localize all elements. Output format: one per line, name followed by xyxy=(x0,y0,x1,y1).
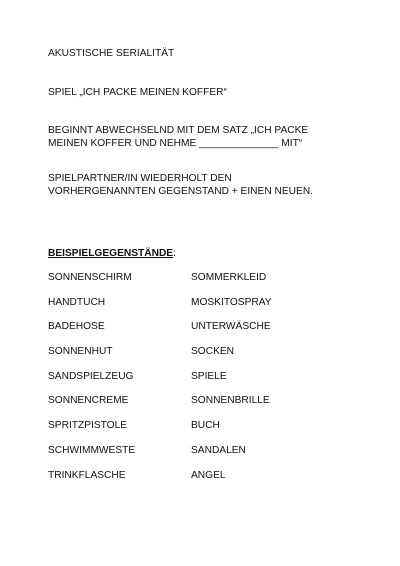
instruction-paragraph-1 xyxy=(48,124,368,150)
item-row xyxy=(48,345,348,370)
example-items-list xyxy=(48,271,348,493)
item-left: BADEHOSE xyxy=(48,321,105,333)
instruction-1-line-2: MEINEN KOFFER UND NEHME ______________ MIT“ xyxy=(48,138,303,149)
item-left: SCHWIMMWESTE xyxy=(48,444,136,456)
item-right: SONNENBRILLE xyxy=(191,395,270,407)
item-row xyxy=(48,370,348,395)
item-right: BUCH xyxy=(191,420,220,432)
game-name xyxy=(48,86,368,99)
game-text: SPIEL „ICH PACKE MEINEN KOFFER“ xyxy=(48,87,227,98)
document-title xyxy=(48,47,368,60)
item-left: HANDTUCH xyxy=(48,296,106,308)
item-left: SONNENCREME xyxy=(48,395,129,407)
item-row xyxy=(48,296,348,321)
item-row xyxy=(48,469,348,494)
instruction-2-line-1: SPIELPARTNER/IN WIEDERHOLT DEN xyxy=(48,173,232,184)
item-right: SOMMERKLEID xyxy=(191,272,267,283)
examples-heading-colon: : xyxy=(173,248,176,259)
item-row xyxy=(48,444,348,469)
item-left: SONNENSCHIRM xyxy=(48,272,132,283)
instruction-1-line-1: BEGINNT ABWECHSELND MIT DEM SATZ „ICH PACKE xyxy=(48,125,309,136)
item-right: MOSKITOSPRAY xyxy=(191,296,272,308)
item-left: SANDSPIELZEUG xyxy=(48,370,134,382)
item-left: TRINKFLASCHE xyxy=(48,469,126,481)
instruction-2-line-2: VORHERGENANNTEN GEGENSTAND + EINEN NEUEN. xyxy=(48,186,314,197)
instruction-paragraph-2 xyxy=(48,172,368,198)
item-row xyxy=(48,271,348,296)
item-right: ANGEL xyxy=(191,469,226,481)
item-right: SANDALEN xyxy=(191,444,246,456)
item-right: SOCKEN xyxy=(191,346,235,358)
examples-heading xyxy=(48,247,368,260)
item-left: SPRITZPISTOLE xyxy=(48,420,128,432)
title-text: AKUSTISCHE SERIALITÄT xyxy=(48,48,175,59)
item-row xyxy=(48,419,348,444)
item-right: SPIELE xyxy=(191,370,227,382)
item-row xyxy=(48,320,348,345)
item-right: UNTERWÄSCHE xyxy=(191,321,271,333)
examples-heading-text: BEISPIELGEGENSTÄNDE xyxy=(48,248,174,259)
item-left: SONNENHUT xyxy=(48,346,113,358)
item-row xyxy=(48,394,348,419)
